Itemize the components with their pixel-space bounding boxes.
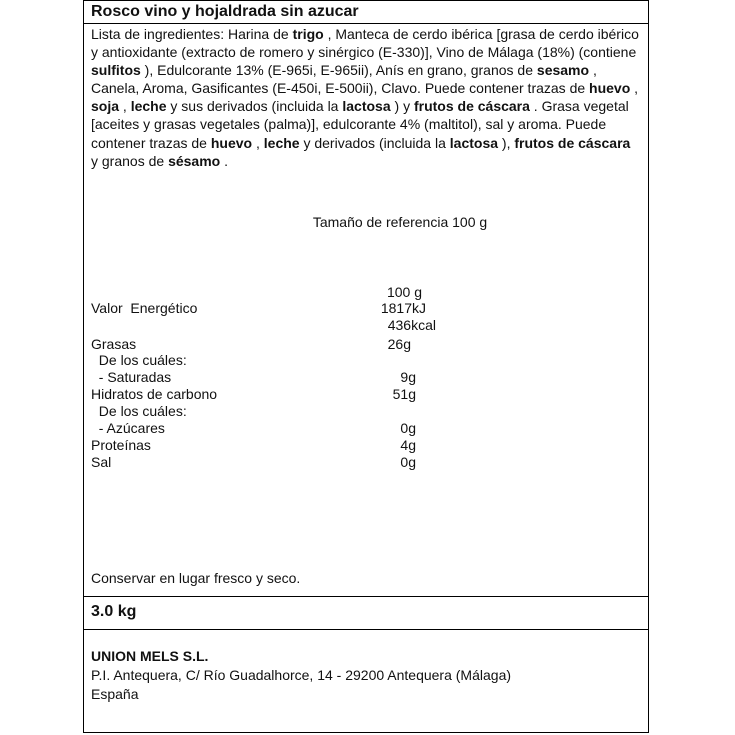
ingredient-text: , Canela, Aroma, Gasificantes (E-450i, E-500ii), Clavo. Puede contener trazas de (91, 62, 597, 97)
allergen-highlight: huevo (210, 134, 253, 151)
allergen-highlight: leche (130, 98, 167, 115)
carbs-label: Hidratos de carbono (91, 386, 218, 402)
energy-label: Valor Energético (91, 300, 198, 316)
energy-kcal-value: 436kcal (387, 317, 436, 333)
ingredients-list (91, 25, 641, 170)
storage-instructions: Conservar en lugar fresco y seco. (91, 570, 301, 586)
ingredient-text: Lista de ingredientes: Harina de (91, 26, 293, 42)
fat-label: Grasas (91, 336, 137, 352)
allergen-highlight: trigo (292, 26, 324, 42)
allergen-highlight: frutos de cáscara (514, 134, 631, 151)
allergen-highlight: sesamo (536, 62, 590, 79)
column-header: 100 g (386, 284, 422, 300)
protein-value: 4g (400, 437, 416, 453)
sugars-label: - Azúcares (91, 420, 165, 436)
allergen-highlight: frutos de cáscara (413, 98, 530, 115)
allergen-highlight: leche (263, 134, 300, 151)
ingredient-text: . Grasa vegetal [aceites y grasas vegetales (palma)], edulcorante 4% (maltitol), sal y aroma. Puede contener trazas de (91, 98, 629, 151)
allergen-highlight: soja (91, 98, 120, 115)
ingredient-text: , Manteca de cerdo ibérica [grasa de cerdo ibérico y antioxidante (extracto de romero y sinérgico (E-330)], Vino de Málaga (18%) (contiene (91, 26, 639, 61)
salt-label: Sal (91, 454, 112, 470)
weight-divider (84, 629, 648, 630)
reference-size: Tamaño de referencia 100 g (312, 214, 488, 230)
ingredient-text: y sus derivados (incluida la (166, 98, 343, 115)
storage-divider (84, 596, 648, 597)
ingredient-text: y derivados (incluida la (299, 134, 450, 151)
allergen-highlight: lactosa (342, 98, 391, 115)
ingredient-text: ) y (390, 98, 414, 115)
ingredient-text: , (630, 80, 639, 97)
allergen-highlight: sulfitos (91, 62, 141, 79)
ingredient-text: , (119, 98, 131, 115)
fat-breakdown-label: De los cuáles: (91, 352, 187, 368)
ingredient-text: , (252, 134, 264, 151)
sugars-value: 0g (400, 420, 416, 436)
title-divider (84, 23, 648, 24)
protein-label: Proteínas (91, 437, 151, 453)
ingredient-text: ), (498, 134, 515, 151)
energy-kj-value: 1817kJ (380, 300, 426, 316)
carbs-breakdown-label: De los cuáles: (91, 403, 187, 419)
fat-value: 26g (387, 336, 411, 352)
company-address: P.I. Antequera, C/ Río Guadalhorce, 14 - 29200 Antequera (Málaga) (91, 667, 512, 683)
allergen-highlight: huevo (589, 80, 631, 97)
allergen-highlight: sésamo (168, 152, 221, 169)
saturated-label: - Saturadas (91, 369, 172, 385)
product-title: Rosco vino y hojaldrada sin azucar (91, 3, 359, 20)
net-weight: 3.0 kg (91, 603, 137, 620)
saturated-value: 9g (400, 369, 416, 385)
ingredient-text: ), Edulcorante 13% (E-965i, E-965ii), Anís en grano, granos de (140, 62, 537, 79)
allergen-highlight: lactosa (449, 134, 499, 151)
carbs-value: 51g (392, 386, 416, 402)
company-name: UNION MELS S.L. (91, 648, 209, 664)
salt-value: 0g (400, 454, 416, 470)
ingredient-text: y granos de (91, 152, 169, 169)
ingredient-text: . (220, 152, 228, 169)
company-country: España (91, 686, 139, 702)
